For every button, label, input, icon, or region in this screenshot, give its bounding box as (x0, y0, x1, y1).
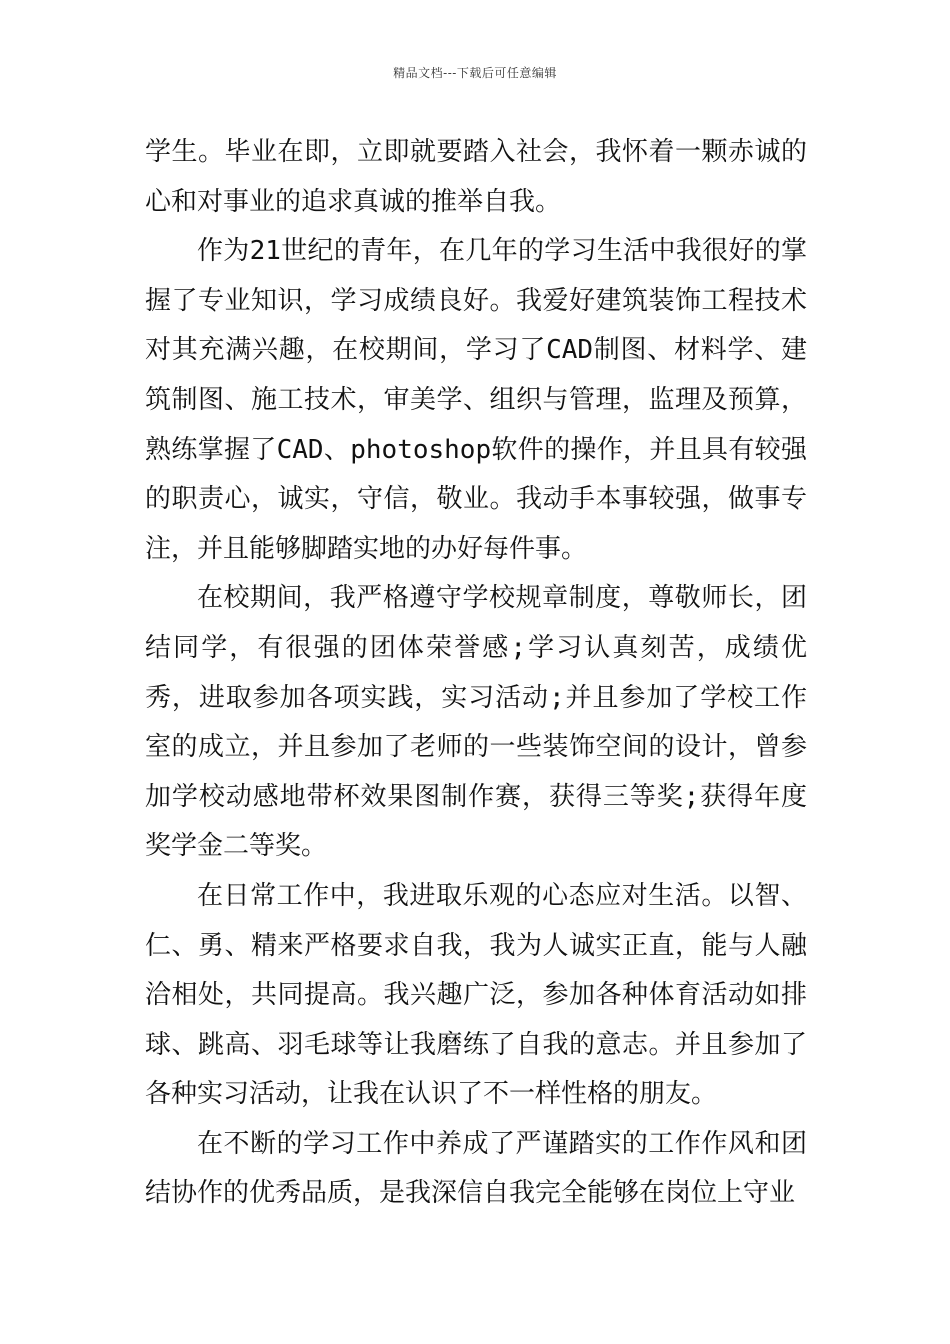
paragraph-daily-work: 在日常工作中，我进取乐观的心态应对生活。以智、仁、勇、精来严格要求自我，我为人诚实正直，能与人融洽相处，共同提高。我兴趣广泛，参加各种体育活动如排球、跳高、羽毛球等让我磨练了自我的意志。并且参加了各种实习活动，让我在认识了不一样性格的朋友。 (145, 880, 807, 1110)
document-body (145, 128, 807, 1219)
paragraph-conclusion: 在不断的学习工作中养成了严谨踏实的工作作风和团结协作的优秀品质，是我深信自我完全能够在岗位上守业 (145, 1128, 807, 1209)
page-header: 精品文档---下载后可任意编辑 (393, 66, 557, 80)
paragraph-skills: 作为21世纪的青年，在几年的学习生活中我很好的掌握了专业知识，学习成绩良好。我爱好建筑装饰工程技术对其充满兴趣，在校期间，学习了CAD制图、材料学、建筑制图、施工技术，审美学、组织与管理，监理及预算，熟练掌握了CAD、photoshop软件的操作，并且具有较强的职责心，诚实，守信，敬业。我动手本事较强，做事专注，并且能够脚踏实地的办好每件事。 (145, 236, 807, 564)
paragraph-continued: 学生。毕业在即，立即就要踏入社会，我怀着一颗赤诚的心和对事业的追求真诚的推举自我。 (145, 137, 807, 217)
paragraph-school: 在校期间，我严格遵守学校规章制度，尊敬师长，团结同学，有很强的团体荣誉感;学习认真刻苦，成绩优秀，进取参加各项实践，实习活动;并且参加了学校工作室的成立，并且参加了老师的一些装饰空间的设计，曾参加学校动感地带杯效果图制作赛，获得三等奖;获得年度奖学金二等奖。 (145, 583, 807, 862)
